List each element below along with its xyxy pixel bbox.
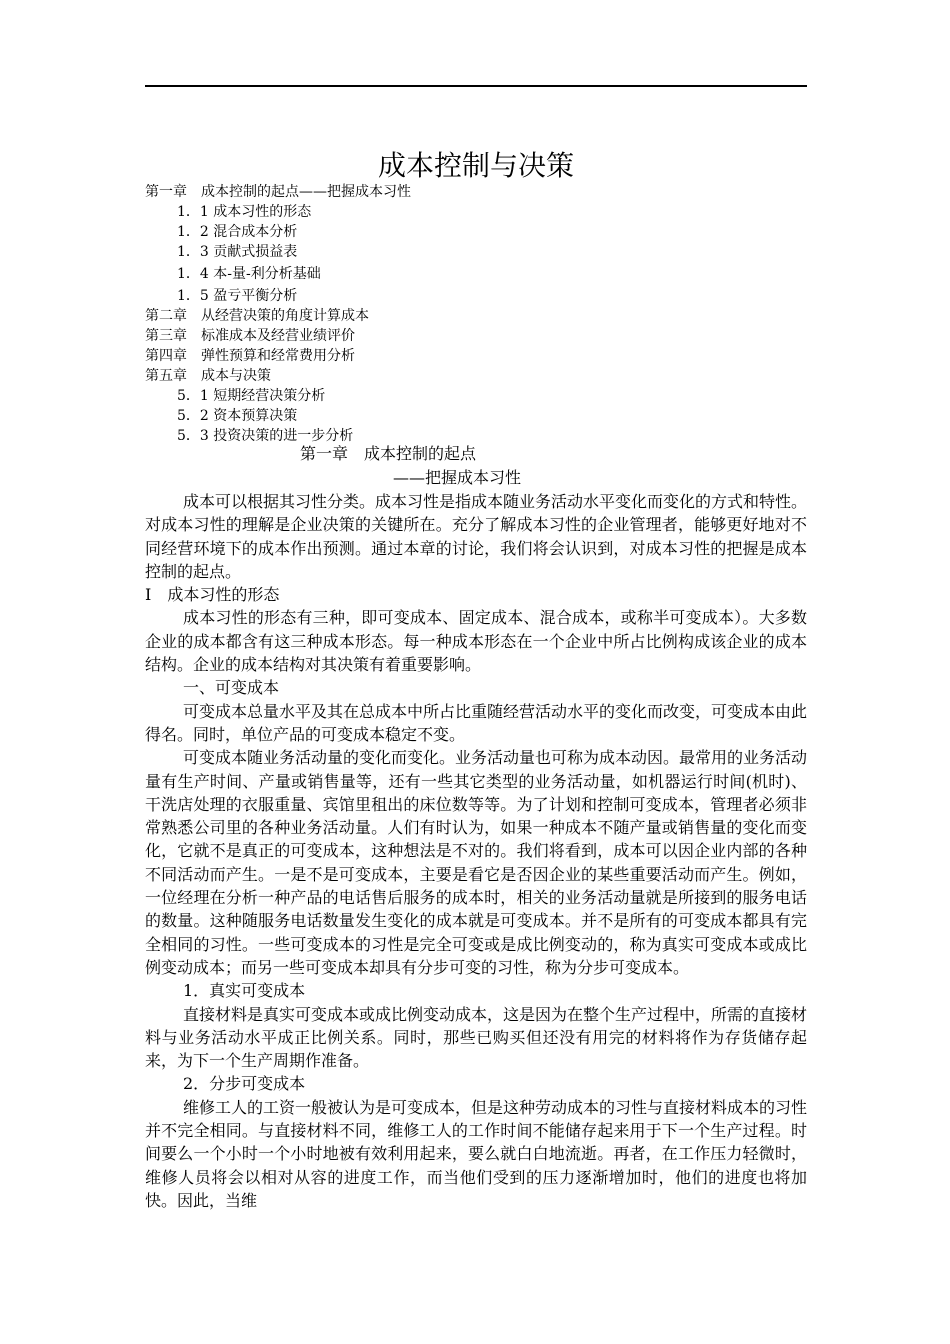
toc-item: 第四章 弹性预算和经常费用分析 — [145, 348, 355, 364]
toc-item: 第一章 成本控制的起点——把握成本习性 — [145, 184, 411, 200]
document-title: 成本控制与决策 — [377, 149, 574, 182]
toc-item: 第二章 从经营决策的角度计算成本 — [145, 308, 369, 324]
toc-item: 5．3 投资决策的进一步分析 — [177, 428, 354, 444]
item-heading: 1．真实可变成本 — [183, 981, 306, 1001]
toc-item: 1．5 盈亏平衡分析 — [177, 288, 298, 304]
subsection-heading: 一、可变成本 — [183, 678, 280, 698]
chapter-heading: 第一章 成本控制的起点 — [300, 444, 477, 463]
toc-item: 5．1 短期经营决策分析 — [177, 388, 326, 404]
toc-item: 1．3 贡献式损益表 — [177, 244, 298, 260]
item-heading: 2．分步可变成本 — [183, 1074, 306, 1094]
toc-item: 5．2 资本预算决策 — [177, 408, 298, 424]
item-paragraph: 维修工人的工资一般被认为是可变成本，但是这种劳动成本的习性与直接材料成本的习性并不完全相同。与直接材料不同，维修工人的工作时间不能储存起来用于下一个生产过程。时间要么一个小时一个小时地被有效利用起来，要么就白白地流逝。再者，在工作压力轻微时，维修人员将会以相对从容的进度工作，而当他们受到的压力逐渐增加时，他们的进度也将加快。因此，当维 — [145, 1097, 808, 1210]
toc-item: 1．2 混合成本分析 — [177, 224, 298, 240]
toc-item: 第三章 标准成本及经营业绩评价 — [145, 328, 355, 344]
subsection-paragraph: 可变成本随业务活动量的变化而变化。业务活动量也可称为成本动因。最常用的业务活动量有生产时间、产量或销售量等，还有一些其它类型的业务活动量，如机器运行时间(机时)、干洗店处理的衣服重量、宾馆里租出的床位数等等。为了计划和控制可变成本，管理者必须非常熟悉公司里的各种业务活动量。人们有时认为，如果一种成本不随产量或销售量的变化而变化，它就不是真正的可变成本，这种想法是不对的。我们将看到，成本可以因企业内部的各种不同活动而产生。一是不是可变成本，主要是看它是否因企业的某些重要活动而产生。例如，一位经理在分析一种产品的电话售后服务的成本时，相关的业务活动量就是所接到的服务电话的数量。这种随服务电话数量发生变化的成本就是可变成本。并不是所有的可变成本都具有完全相同的习性。一些可变成本的习性是完全可变或是成比例变动的，称为真实可变成本或成比例变动成本；而另一些可变成本却具有分步可变的习性，称为分步可变成本。 — [145, 748, 808, 977]
item-paragraph: 直接材料是真实可变成本或成比例变动成本，这是因为在整个生产过程中，所需的直接材料与业务活动水平成正比例关系。同时，那些已购买但还没有用完的材料将作为存货储存起来，为下一个生产周期作准备。 — [145, 1004, 808, 1071]
header-rule — [145, 85, 807, 87]
section-heading: I 成本习性的形态 — [145, 585, 280, 605]
toc-item: 第五章 成本与决策 — [145, 368, 271, 384]
section-paragraph: 成本习性的形态有三种，即可变成本、固定成本、混合成本，或称半可变成本）。大多数企业的成本都含有这三种成本形态。每一种成本形态在一个企业中所占比例构成该企业的成本结构。企业的成本结构对其决策有着重要影响。 — [145, 608, 807, 675]
toc-item: 1．4 本-量-利分析基础 — [177, 266, 321, 282]
document-body — [145, 442, 807, 1212]
toc-item: 1．1 成本习性的形态 — [177, 204, 312, 220]
subsection-paragraph: 可变成本总量水平及其在总成本中所占比重随经营活动水平的变化而改变，可变成本由此得名。同时，单位产品的可变成本稳定不变。 — [145, 701, 808, 744]
intro-paragraph: 成本可以根据其习性分类。成本习性是指成本随业务活动水平变化而变化的方式和特性。对成本习性的理解是企业决策的关键所在。充分了解成本习性的企业管理者，能够更好地对不同经营环境下的成本作出预测。通过本章的讨论，我们将会认识到，对成本习性的把握是成本控制的起点。 — [145, 492, 808, 581]
table-of-contents — [145, 182, 807, 446]
chapter-subheading: ——把握成本习性 — [393, 468, 522, 487]
